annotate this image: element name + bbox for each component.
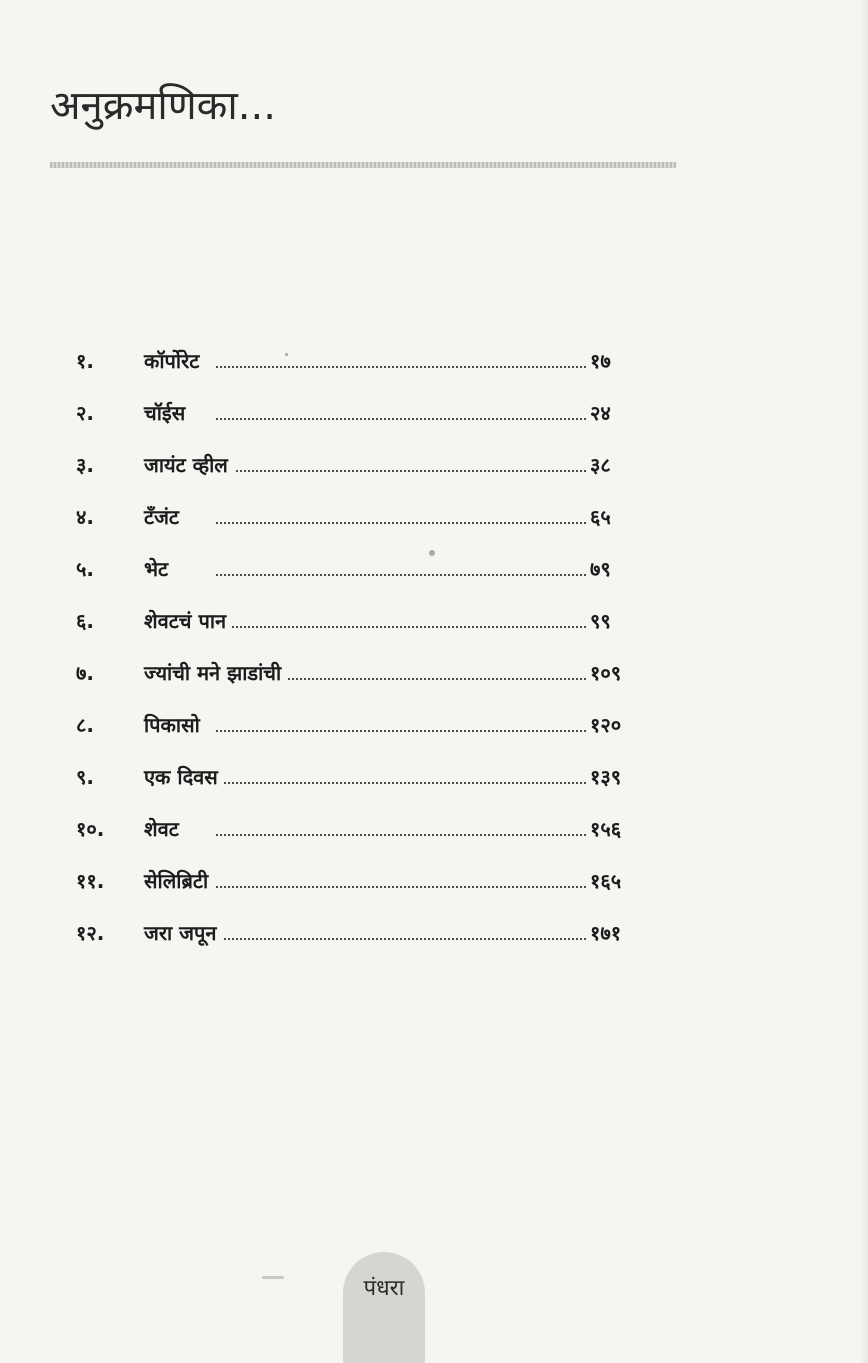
- toc-entry: [76, 595, 656, 647]
- chapter-number: १२.: [76, 921, 105, 945]
- toc-entry: [76, 855, 656, 907]
- chapter-number: ११.: [76, 869, 105, 893]
- chapter-title: शेवट: [144, 803, 185, 855]
- chapter-number: ८.: [76, 713, 94, 737]
- page-number: १७: [590, 349, 611, 373]
- page-number: १५६: [590, 817, 622, 841]
- paper-speck: [429, 550, 435, 556]
- dot-leader: [216, 574, 586, 576]
- chapter-title: कॉर्पोरेट: [144, 335, 205, 387]
- chapter-title: शेवटचं पान: [144, 595, 232, 647]
- toc-entry: [76, 803, 656, 855]
- chapter-title: ज्यांची मने झाडांची: [144, 647, 287, 699]
- dot-leader: [216, 730, 586, 732]
- chapter-number: ६.: [76, 609, 94, 633]
- toc-entry: [76, 751, 656, 803]
- chapter-title: जरा जपून: [144, 907, 222, 959]
- toc-entry: [76, 439, 656, 491]
- chapter-number: १.: [76, 349, 94, 373]
- dot-leader: [216, 522, 586, 524]
- page-number: १६५: [590, 869, 622, 893]
- dot-leader: [216, 782, 586, 784]
- chapter-title: एक दिवस: [144, 751, 224, 803]
- paper-speck: [285, 353, 288, 356]
- page-number: १०९: [590, 661, 622, 685]
- dot-leader: [216, 470, 586, 472]
- toc-entry: [76, 491, 656, 543]
- toc-entry: [76, 907, 656, 959]
- dot-leader: [216, 938, 586, 940]
- chapter-title: भेट: [144, 543, 174, 595]
- title-divider: [50, 162, 676, 168]
- chapter-number: ५.: [76, 557, 94, 581]
- chapter-title: जायंट व्हील: [144, 439, 234, 491]
- chapter-number: ३.: [76, 453, 94, 477]
- chapter-title: सेलिब्रिटी: [144, 855, 214, 907]
- page-number: ७९: [590, 557, 611, 581]
- page-number: ९९: [590, 609, 611, 633]
- dot-leader: [216, 886, 586, 888]
- dot-leader: [216, 366, 586, 368]
- page-number: १३९: [590, 765, 622, 789]
- page-number: २४: [590, 401, 611, 425]
- chapter-number: १०.: [76, 817, 105, 841]
- chapter-title: पिकासो: [144, 699, 206, 751]
- paper-speck: [262, 1276, 284, 1279]
- chapter-title: टँजंट: [144, 491, 185, 543]
- page-edge-shadow: [860, 0, 868, 1363]
- page-number: १७१: [590, 921, 622, 945]
- page-number: १२०: [590, 713, 622, 737]
- page-number: ३८: [590, 453, 611, 477]
- folio-label: पंधरा: [363, 1276, 405, 1301]
- page-title: अनुक्रमणिका...: [50, 83, 276, 129]
- dot-leader: [216, 418, 586, 420]
- page-number: ६५: [590, 505, 611, 529]
- toc-entry: [76, 335, 656, 387]
- chapter-number: ४.: [76, 505, 94, 529]
- toc-entry: [76, 647, 656, 699]
- chapter-number: ९.: [76, 765, 94, 789]
- chapter-number: ७.: [76, 661, 94, 685]
- page-folio-tab: [343, 1252, 425, 1363]
- table-of-contents: [76, 335, 656, 959]
- dot-leader: [216, 834, 586, 836]
- chapter-title: चॉईस: [144, 387, 191, 439]
- toc-entry: [76, 387, 656, 439]
- toc-entry: [76, 543, 656, 595]
- dot-leader: [216, 626, 586, 628]
- toc-entry: [76, 699, 656, 751]
- chapter-number: २.: [76, 401, 94, 425]
